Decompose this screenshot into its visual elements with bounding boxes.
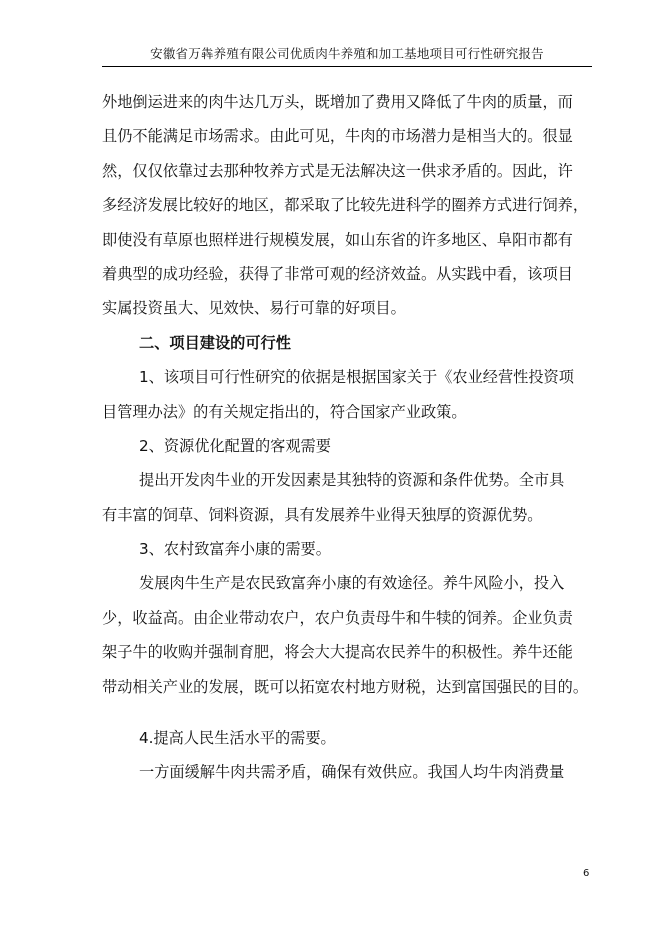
body-line: 架子牛的收购并强制育肥，将会大大提高农民养牛的积极性。养牛还能 [102, 643, 573, 662]
paragraph-spacer [102, 704, 602, 721]
document-body [102, 85, 602, 790]
body-line: 且仍不能满足市场需求。由此可见，牛肉的市场潜力是相当大的。很显 [102, 127, 573, 146]
body-line: 一方面缓解牛肉共需矛盾，确保有效供应。我国人均牛肉消费量 [139, 763, 565, 782]
body-line: 外地倒运进来的肉牛达几万头，既增加了费用又降低了牛肉的质量，而 [102, 93, 573, 111]
body-line: 然，仅仅依靠过去那种牧养方式是无法解决这一供求矛盾的。因此，许 [102, 161, 573, 180]
running-header [102, 44, 592, 67]
item-heading: 4.提高人民生活水平的需要。 [139, 729, 336, 748]
item-heading: 2、资源优化配置的客观需要 [139, 436, 331, 455]
body-line: 提出开发肉牛业的开发因素是其独特的资源和条件优势。全市具 [139, 471, 565, 490]
page-number: 6 [583, 868, 590, 879]
body-line: 多经济发展比较好的地区，都采取了比较先进科学的圈养方式进行饲养， [102, 196, 588, 215]
body-line: 发展肉牛生产是农民致富奔小康的有效途径。养牛风险小，投入 [139, 574, 565, 593]
body-line: 1、该项目可行性研究的依据是根据国家关于《农业经营性投资项 [139, 368, 574, 387]
header-title: 安徽省万犇养殖有限公司优质肉牛养殖和加工基地项目可行性研究报告 [150, 46, 544, 61]
item-heading: 3、农村致富奔小康的需要。 [139, 540, 331, 559]
body-line: 实属投资虽大、见效快、易行可靠的好项目。 [102, 299, 406, 318]
body-line: 有丰富的饲草、饲料资源，具有发展养牛业得天独厚的资源优势。 [102, 505, 543, 524]
body-line: 目管理办法》的有关规定指出的，符合国家产业政策。 [102, 402, 467, 421]
body-line: 着典型的成功经验，获得了非常可观的经济效益。从实践中看，该项目 [102, 264, 573, 283]
body-line: 带动相关产业的发展，既可以拓宽农村地方财税，达到富国强民的目的。 [102, 677, 588, 696]
section-heading: 二、项目建设的可行性 [139, 333, 291, 352]
body-line: 即使没有草原也照样进行规模发展，如山东省的许多地区、阜阳市都有 [102, 230, 573, 249]
body-line: 少，收益高。由企业带动农户，农户负责母牛和牛犊的饲养。企业负责 [102, 608, 573, 627]
